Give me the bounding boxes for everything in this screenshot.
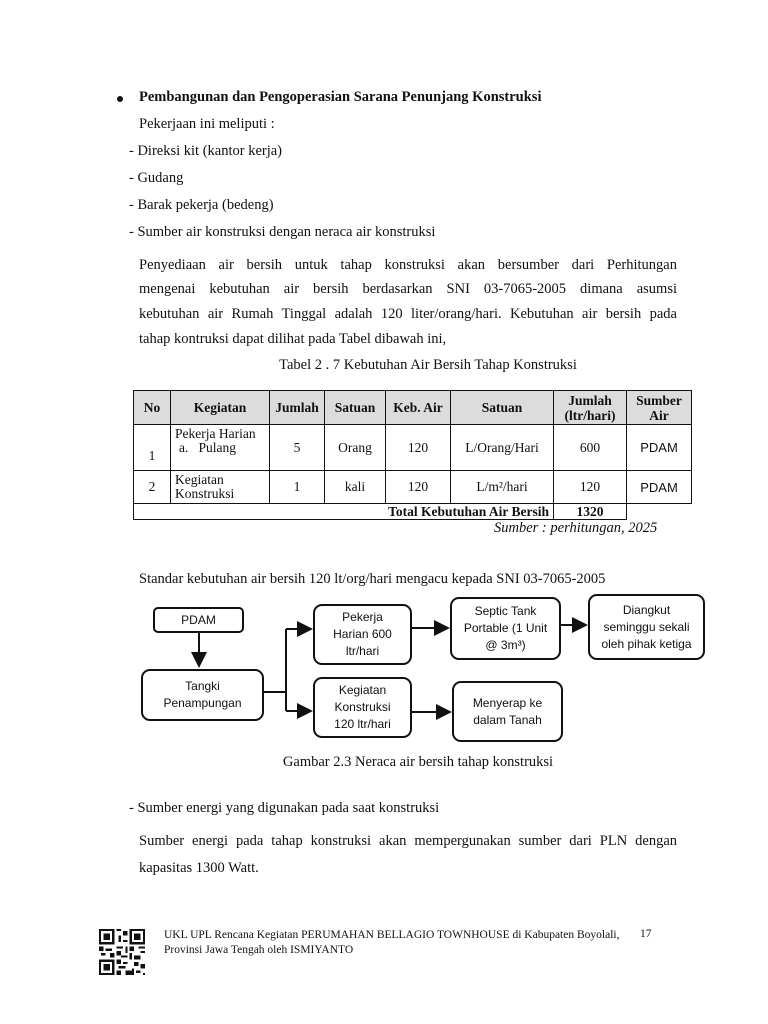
cell-jumlah: 5 [270, 425, 325, 471]
paragraph-line: Sumber energi pada tahap konstruksi akan mempergunakan sumber dari PLN dengan [139, 833, 677, 849]
table-caption: Tabel 2 . 7 Kebutuhan Air Bersih Tahap Konstruksi [279, 357, 577, 373]
header-no: No [134, 391, 171, 425]
header-keb-air: Keb. Air [386, 391, 451, 425]
total-value: 1320 [554, 504, 627, 520]
list-item: - Gudang [129, 170, 184, 186]
qr-code-icon [99, 929, 145, 975]
paragraph-line: mengenai kebutuhan air bersih berdasarkan SNI 03-7065-2005 dimana asumsi [139, 281, 677, 297]
cell-kegiatan-name: Pekerja Harian [175, 426, 256, 441]
table-source: Sumber : perhitungan, 2025 [494, 520, 658, 536]
cell-satuan: Orang [325, 425, 386, 471]
box-kegiatan-konstruksi: Kegiatan Konstruksi 120 ltr/hari [313, 677, 412, 738]
box-pdam: PDAM [153, 607, 244, 633]
cell-satuan-2: L/m²/hari [451, 471, 554, 504]
header-satuan-2: Satuan [451, 391, 554, 425]
header-kegiatan: Kegiatan [171, 391, 270, 425]
box-tangki: Tangki Penampungan [141, 669, 264, 721]
header-jumlah-ltr: Jumlah (ltr/hari) [554, 391, 627, 425]
header-satuan: Satuan [325, 391, 386, 425]
standard-text: Standar kebutuhan air bersih 120 lt/org/hari mengacu kepada SNI 03-7065-2005 [139, 571, 606, 587]
list-item: - Sumber air konstruksi dengan neraca air konstruksi [129, 224, 436, 240]
box-pekerja-harian: Pekerja Harian 600 ltr/hari [313, 604, 412, 665]
cell-satuan-2: L/Orang/Hari [451, 425, 554, 471]
paragraph-line: kapasitas 1300 Watt. [139, 860, 259, 876]
total-label: Total Kebutuhan Air Bersih [134, 504, 554, 520]
paragraph-line: kebutuhan air Rumah Tinggal adalah 120 liter/orang/hari. Kebutuhan air bersih pada [139, 306, 677, 322]
cell-kegiatan: Kegiatan Konstruksi [171, 471, 270, 504]
paragraph-line: tahap kontruksi dapat dilihat pada Tabel dibawah ini, [139, 331, 447, 347]
cell-kegiatan-sub: a. Pulang [179, 440, 236, 455]
cell-no: 1 [134, 425, 171, 471]
cell-sumber: PDAM [627, 425, 692, 471]
header-sumber-air: Sumber Air [627, 391, 692, 425]
footer-text [164, 928, 639, 958]
box-septic-tank: Septic Tank Portable (1 Unit @ 3m³) [450, 597, 561, 660]
cell-jumlah: 1 [270, 471, 325, 504]
cell-satuan: kali [325, 471, 386, 504]
list-item: - Sumber energi yang digunakan pada saat konstruksi [129, 800, 440, 816]
section-intro: Pekerjaan ini meliputi : [139, 116, 275, 132]
box-menyerap: Menyerap ke dalam Tanah [452, 681, 563, 742]
list-item: - Direksi kit (kantor kerja) [129, 143, 283, 159]
page-number: 17 [640, 928, 652, 940]
paragraph-line: Penyediaan air bersih untuk tahap konstruksi akan bersumber dari Perhitungan [139, 257, 677, 273]
cell-sumber: PDAM [627, 471, 692, 504]
header-jumlah: Jumlah [270, 391, 325, 425]
cell-keb-air: 120 [386, 471, 451, 504]
footer-line-1: UKL UPL Rencana Kegiatan PERUMAHAN BELLAGIO TOWNHOUSE di Kabupaten Boyolali, [164, 929, 620, 941]
cell-total: 600 [554, 425, 627, 471]
cell-total: 120 [554, 471, 627, 504]
footer-line-2: Provinsi Jawa Tengah oleh ISMIYANTO [164, 944, 354, 956]
diagram-caption: Gambar 2.3 Neraca air bersih tahap konstruksi [282, 754, 554, 770]
list-item: - Barak pekerja (bedeng) [129, 197, 274, 213]
cell-no: 2 [134, 471, 171, 504]
cell-keb-air: 120 [386, 425, 451, 471]
box-diangkut: Diangkut seminggu sekali oleh pihak ketiga [588, 594, 705, 660]
section-heading: Pembangunan dan Pengoperasian Sarana Penunjang Konstruksi [139, 89, 542, 105]
